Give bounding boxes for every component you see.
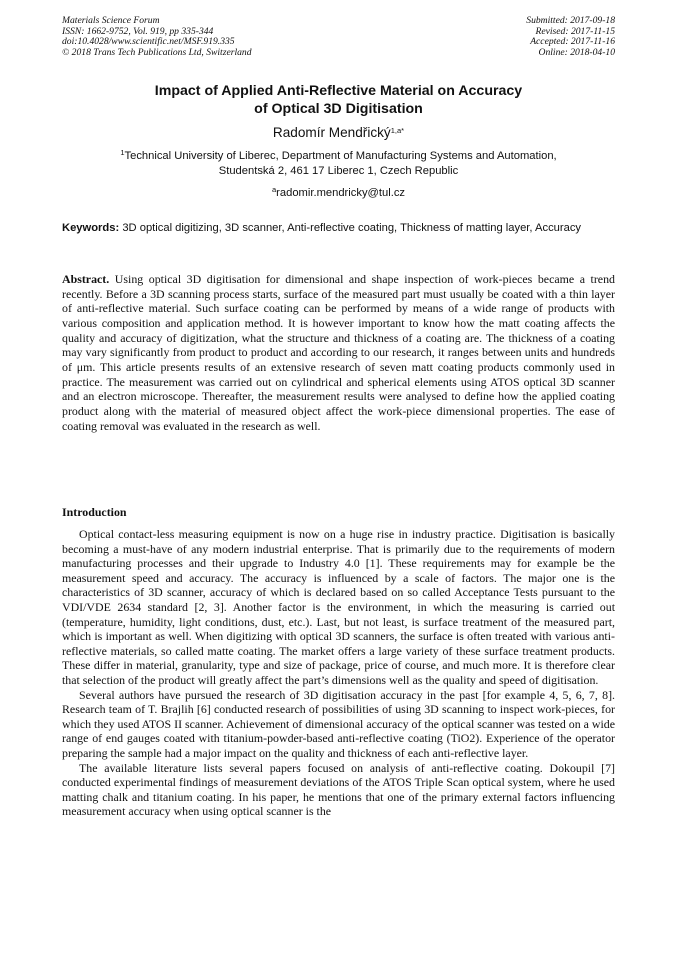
introduction-body [62,527,615,819]
keywords [62,221,615,236]
intro-paragraph-2: Several authors have pursued the research of 3D digitisation accuracy in the past [for example 4, 5, 6, 7, 8]. Research team of T. Brajlih [6] conducted research of possibilities of using 3D scanning to inspect work-pieces, for which they used ATOS II scanner. Achievement of dimensional accuracy of the optical scanner was tested on a wide range of end gauges coated with titanium-powder-based anti-reflective coating (TiO2). Experience of the operator preparing the sample had a major impact on the quality and thickness of each anti-reflective layer. [62,687,615,760]
abstract-label: Abstract. [62,272,110,286]
abstract-text: Using optical 3D digitisation for dimensional and shape inspection of work-pieces became a trend recently. Before a 3D scanning process starts, surface of the measured part must usually be coated with a thin layer of anti-reflective material. Such surface coating can be performed by means of a wide range of products with various composition and application method. It is however important to know how the matt coating affects the quality and accuracy of digitization, what the structure and thickness of a coating are. The thickness of a coating may vary significantly from product to product and according to our research, it ranges between units and hundreds of μm. This article presents results of an extensive research of seven matt coating products commonly used in practice. The measurement was carried out on cylindrical and spherical elements using ATOS optical 3D scanner and an electron microscope. Thereafter, the measurement results were analysed to define how the applied coating product along with the material of measured object affect the work-piece dimensional properties. The ease of coating removal was evaluated in the research as well. [62,272,615,433]
title-line-1: Impact of Applied Anti-Reflective Material on Accuracy [154,83,523,99]
online-date: Online: 2018-04-10 [538,46,615,58]
section-heading-introduction: Introduction [62,505,127,519]
affiliation-line-1: $^1$Technical University of Liberec, Department of Manufacturing Systems and Automation, [120,148,557,162]
submitted-date: Submitted: 2017-09-18 [526,15,615,26]
abstract [62,272,615,433]
affiliation [62,149,615,179]
email-address: radomir.mendricky@tul.cz [276,187,406,199]
author-email [62,186,615,200]
journal-name: Materials Science Forum [62,15,160,26]
issn-line: ISSN: 1662-9752, Vol. 919, pp 335-344 [62,25,214,37]
author-line [62,125,615,141]
author-superscript: 1,a* [390,126,405,135]
affiliation-line-2: Studentská 2, 461 17 Liberec 1, Czech Republic [218,165,459,177]
revised-date: Revised: 2017-11-15 [535,25,615,37]
paper-title [62,82,615,118]
accepted-date: Accepted: 2017-11-16 [530,36,615,48]
publication-dates [526,16,615,58]
keywords-label: Keywords: [62,222,120,234]
copyright-line: © 2018 Trans Tech Publications Ltd, Switzerland [62,46,252,58]
doi-line: doi:10.4028/www.scientific.net/MSF.919.335 [62,36,235,48]
email-superscript: a [271,185,277,194]
journal-info [62,16,252,58]
intro-paragraph-3: The available literature lists several papers focused on analysis of anti-reflective coating. Dokoupil [7] conducted experimental findings of measurement deviations of the ATOS Triple Scan optical system, where he used matting chalk and titanium coating. In his paper, he mentions that one of the primary external factors influencing measurement accuracy when using optical scanner is the [62,760,615,819]
intro-paragraph-1: Optical contact-less measuring equipment is now on a huge rise in industry practice. Digitisation is basically becoming a must-have of any modern industrial enterprise. That is primarily due to the requirements of modern manufacturing processes and their upgrade to Industry 4.0 [1]. These requirements may for example be the measurement speed and accuracy. The accuracy is influenced by a scale of factors. The major one is the characteristics of 3D scanner, accuracy of which is declared based on so called Acceptance Tests pursuant to the VDI/VDE 2634 standard [2, 3]. Another factor is the environment, in which the measuring is carried out (temperature, humidity, light conditions, dust, etc.). Last, but not least, is surface treatment of the measured part, which is important as well. When digitizing with optical 3D scanners, the surface is often treated with various anti-reflective materials, so called matte coating. The market offers a large variety of these surface treatment products. These differ in material, granularity, type and size of package, price of course, and much more. It is therefore clear that selection of the product will greatly affect the part’s dimensions well as the quality and speed of digitisation. [62,527,615,687]
title-line-2: of Optical 3D Digitisation [254,101,423,117]
author-name: Radomír Mendřický [272,125,391,140]
affiliation-superscript: 1 [120,148,125,157]
keywords-text: 3D optical digitizing, 3D scanner, Anti-reflective coating, Thickness of matting layer, Accuracy [122,222,582,234]
